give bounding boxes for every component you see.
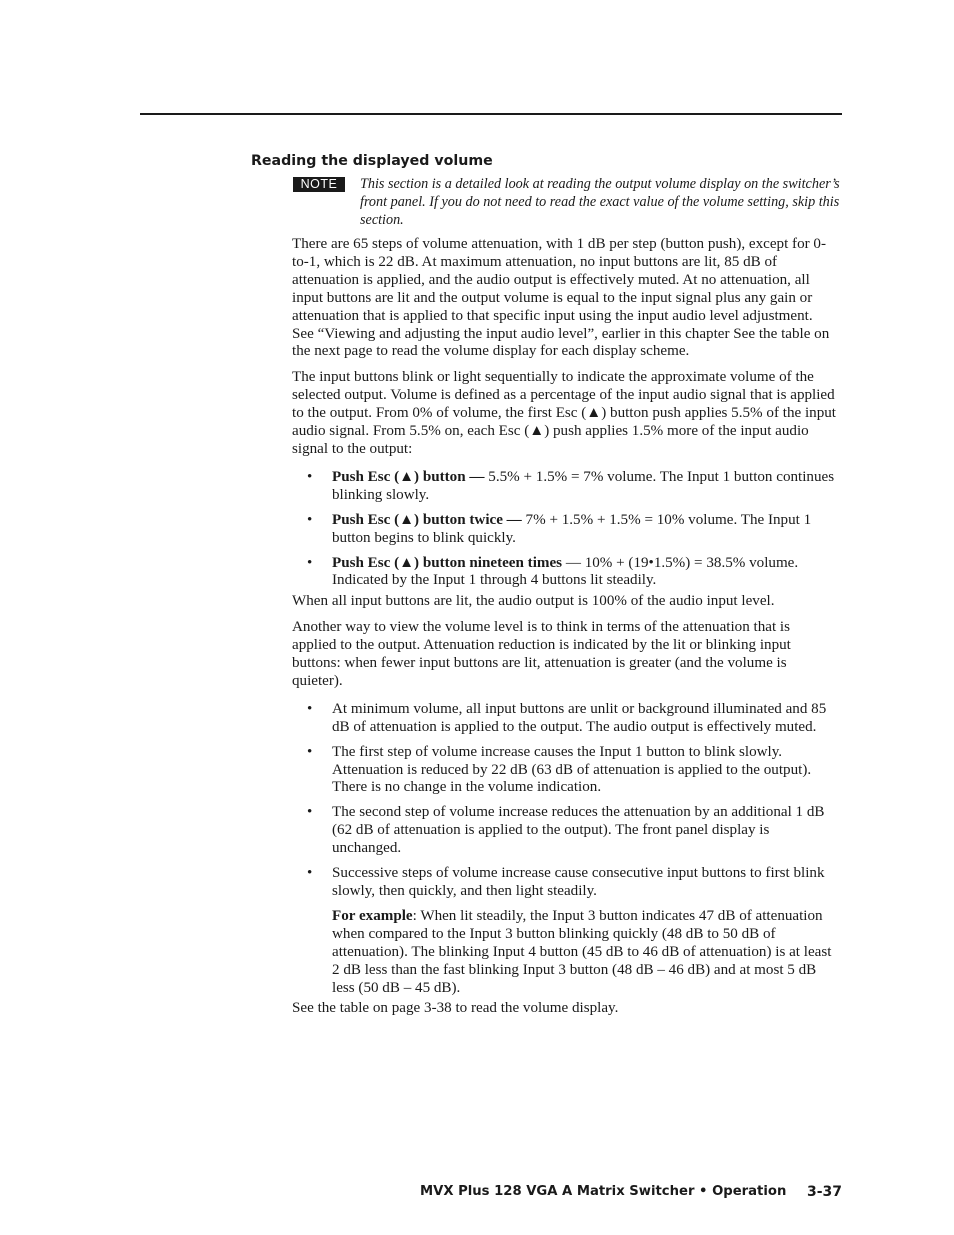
paragraph: There are 65 steps of volume attenuation, with 1 dB per step (button push), except for 0-to-1, which is 22 dB. At maximum attenuation, no input buttons are lit, 85 dB of attenuation is applied, and the audio output is effectively muted. At no attenuation, all input buttons are lit and the output volume is equal to the input signal plus any gain or attenuation that is applied to that specific input using the input audio level adjustment. See “Viewing and adjusting the input audio level”, earlier in this chapter See the table on the next page to read the volume display for each display scheme.: [292, 236, 830, 360]
bullet: •: [307, 700, 313, 717]
list-item-text: 7% + 1.5% + 1.5% = 10% volume. The Input 1 button begins to blink quickly.: [332, 511, 812, 546]
body-text: [292, 236, 837, 1026]
section-heading: Reading the displayed volume: [251, 153, 493, 169]
list-item: [292, 701, 837, 737]
footer-doc-title: MVX Plus 128 VGA A Matrix Switcher • Operation: [420, 1184, 787, 1199]
list-item-text: At minimum volume, all input buttons are unlit or background illuminated and 85 dB of attenuation is applied to the output. The audio output is effectively muted.: [332, 700, 827, 735]
list-item: [292, 512, 837, 548]
list-item: [292, 804, 837, 858]
list-item-bold: Push Esc (▲) button —: [332, 468, 485, 485]
bullet: •: [307, 511, 313, 528]
paragraph: Another way to view the volume level is to think in terms of the attenuation that is applied to the output. Attenuation reduction is indicated by the lit or blinking input buttons: when fewer input buttons are lit, attenuation is greater (and the volume is quieter).: [292, 619, 791, 689]
paragraph: When all input buttons are lit, the audio output is 100% of the audio input level.: [292, 593, 775, 610]
bullet: •: [307, 743, 313, 760]
example-bold: For example: [332, 907, 413, 924]
attenuation-list: [292, 701, 837, 998]
list-item-text: The second step of volume increase reduces the attenuation by an additional 1 dB (62 dB of attenuation is applied to the output). The front panel display is unchanged.: [332, 804, 825, 857]
list-item: [292, 865, 837, 997]
bullet: •: [307, 468, 313, 485]
list-item: [292, 744, 837, 798]
list-item-bold: Push Esc (▲) button twice —: [332, 511, 522, 528]
note-text: This section is a detailed look at reading the output volume display on the switcher’s front panel. If you do not need to read the exact value of the volume setting, skip this section.: [360, 176, 840, 229]
footer-page-number: 3-37: [806, 1184, 842, 1200]
bullet: •: [307, 865, 313, 882]
list-item-text: The first step of volume increase causes the Input 1 button to blink slowly. Attenuation is reduced by 22 dB (63 dB of attenuation is applied to the output). There is no change in the volume indication.: [332, 743, 812, 796]
note-badge: NOTE: [293, 177, 345, 192]
paragraph: See the table on page 3-38 to read the volume display.: [292, 1000, 619, 1017]
list-item: [292, 469, 837, 505]
bullet: •: [307, 554, 313, 571]
example-text: : When lit steadily, the Input 3 button indicates 47 dB of attenuation when compared to the Input 3 button blinking quickly (48 dB to 50 dB of attenuation). The blinking Input 4 button (45 dB to 46 dB of attenuation) is at least 2 dB less than the fast blinking Input 3 button (48 dB – 46 dB) and at most 5 dB less (50 dB – 45 dB).: [332, 907, 832, 996]
header-rule: [140, 113, 842, 115]
list-item-text: Successive steps of volume increase cause consecutive input buttons to first blink slowly, then quickly, and then light steadily.: [332, 865, 825, 899]
example-paragraph: [332, 908, 837, 998]
list-item: [292, 555, 837, 591]
paragraph: The input buttons blink or light sequentially to indicate the approximate volume of the selected output. Volume is defined as a percentage of the input audio signal that is applied to the output. From 0% of volume, the first Esc (▲) button push applies 5.5% of the input audio signal. From 5.5% on, each Esc (▲) push applies 1.5% more of the input audio signal to the output:: [292, 369, 836, 457]
bullet: •: [307, 804, 313, 821]
list-item-text: — 10% + (19•1.5%) = 38.5% volume. Indicated by the Input 1 through 4 buttons lit steadily.: [332, 554, 799, 589]
push-esc-list: [292, 469, 837, 590]
list-item-text: 5.5% + 1.5% = 7% volume. The Input 1 button continues blinking slowly.: [332, 468, 835, 503]
list-item-bold: Push Esc (▲) button nineteen times: [332, 554, 563, 571]
